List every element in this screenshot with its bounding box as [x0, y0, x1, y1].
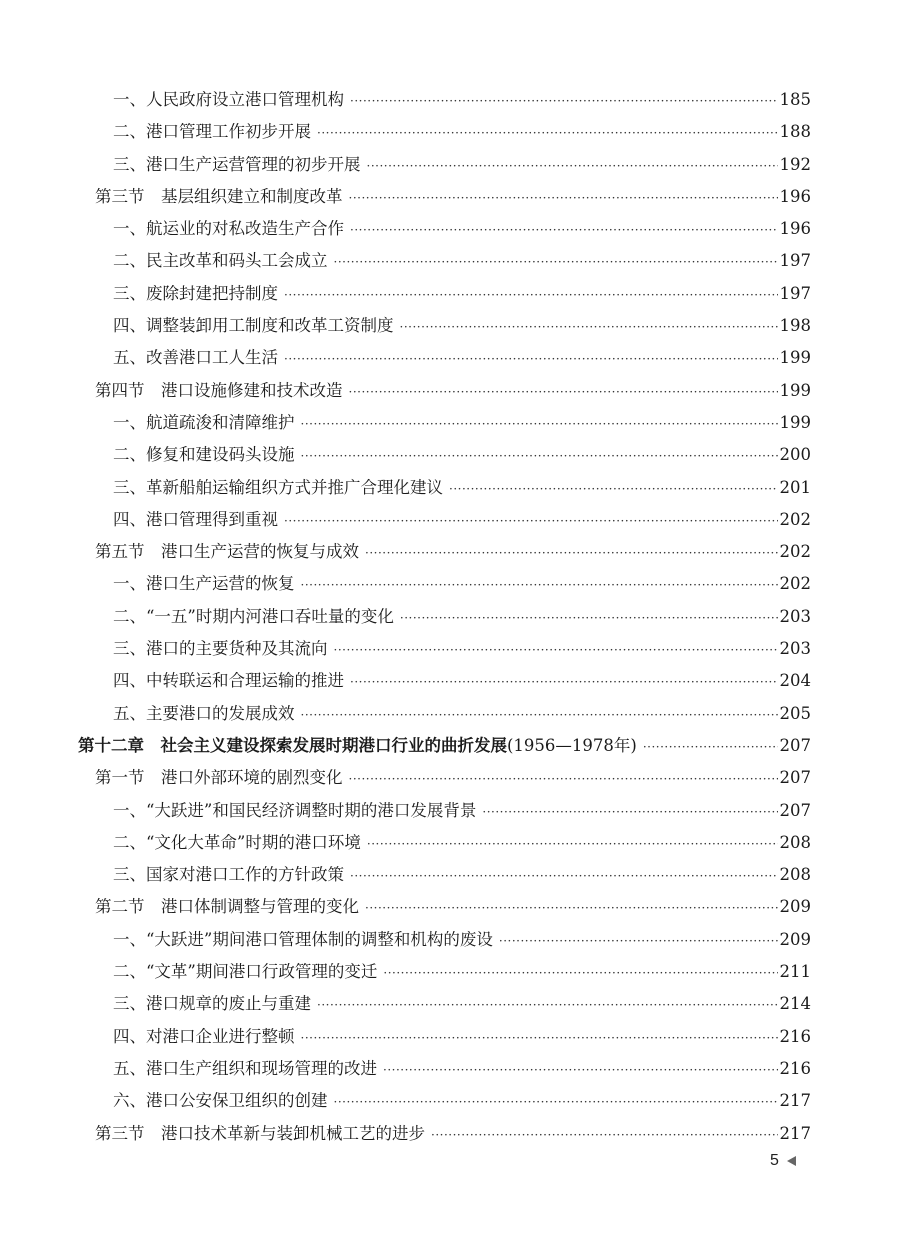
toc-entry-title [113, 439, 295, 471]
toc-entry-title-text: 四、港口管理得到重视 [113, 509, 278, 529]
toc-entry-title [113, 504, 278, 536]
toc-dot-leader [334, 1086, 778, 1118]
toc-entry-title-text: 第十二章 社会主义建设探索发展时期港口行业的曲折发展 [78, 735, 507, 755]
toc-entry-title-text: 四、对港口企业进行整顿 [113, 1026, 295, 1046]
toc-dot-leader [499, 925, 778, 957]
toc-page-number: 207 [779, 800, 811, 820]
toc-subsection-entry[interactable] [0, 698, 900, 730]
toc-page-number: 202 [779, 574, 811, 594]
toc-dot-leader [301, 569, 778, 601]
toc-page-number: 203 [779, 639, 811, 659]
toc-entry-year-range: (1956—1978年) [507, 735, 637, 755]
toc-page-number: 199 [779, 380, 811, 400]
toc-page-number: 208 [779, 865, 811, 885]
toc-page-number: 217 [779, 1091, 811, 1111]
toc-page-number: 211 [779, 962, 811, 982]
toc-entry-title [113, 568, 295, 600]
toc-entry-title-text: 二、修复和建设码头设施 [113, 445, 295, 465]
toc-entry-title [113, 859, 344, 891]
toc-page-number: 216 [779, 1058, 811, 1078]
toc-dot-leader [284, 279, 778, 311]
left-triangle-icon [787, 1156, 796, 1166]
toc-entry-title [113, 213, 344, 245]
toc-entry-title-text: 三、革新船舶运输组织方式并推广合理化建议 [113, 477, 443, 497]
toc-page-number: 209 [779, 929, 811, 949]
toc-entry-title-text: 三、国家对港口工作的方针政策 [113, 865, 344, 885]
toc-subsection-entry[interactable] [0, 342, 900, 374]
toc-entry-title-text: 二、民主改革和码头工会成立 [113, 251, 328, 271]
toc-page-number: 203 [779, 606, 811, 626]
toc-entry-title-text: 五、港口生产组织和现场管理的改进 [113, 1058, 377, 1078]
toc-dot-leader [400, 602, 778, 634]
toc-entry-title [113, 1021, 295, 1053]
toc-page-number: 207 [779, 735, 811, 755]
toc-dot-leader [365, 892, 778, 924]
toc-entry-title-text: 五、主要港口的发展成效 [113, 703, 295, 723]
toc-entry-title-text: 一、人民政府设立港口管理机构 [113, 90, 344, 109]
toc-dot-leader [284, 343, 778, 375]
toc-dot-leader [317, 117, 778, 149]
toc-entry-title-text: 三、废除封建把持制度 [113, 283, 278, 303]
toc-dot-leader [349, 182, 778, 214]
toc-entry-title [95, 536, 359, 568]
toc-entry-title-text: 三、港口规章的废止与重建 [113, 994, 311, 1014]
toc-page-number: 185 [779, 90, 811, 109]
toc-dot-leader [365, 537, 778, 569]
page-number: 5 [770, 1152, 779, 1169]
toc-subsection-entry[interactable] [0, 859, 900, 891]
toc-entry-title-text: 一、航运业的对私改造生产合作 [113, 219, 344, 239]
toc-entry-title [113, 1085, 328, 1117]
toc-dot-leader [317, 989, 778, 1021]
toc-subsection-entry[interactable] [0, 245, 900, 277]
toc-subsection-entry[interactable] [0, 827, 900, 859]
toc-entry-title [113, 665, 344, 697]
toc-section-entry[interactable] [0, 536, 900, 568]
toc-section-entry[interactable] [0, 762, 900, 794]
toc-subsection-entry[interactable] [0, 924, 900, 956]
toc-entry-title [113, 310, 394, 342]
toc-dot-leader [482, 796, 777, 828]
toc-entry-title [95, 1118, 425, 1150]
toc-entry-title-text: 二、“文化大革命”时期的港口环境 [113, 832, 361, 852]
toc-entry-title-text: 二、港口管理工作初步开展 [113, 122, 311, 142]
toc-page-number: 199 [779, 348, 811, 368]
toc-subsection-entry[interactable] [0, 633, 900, 665]
toc-entry-title-text: 六、港口公安保卫组织的创建 [113, 1091, 328, 1111]
toc-entry-title-text: 第二节 港口体制调整与管理的变化 [95, 897, 359, 917]
toc-entry-title-text: 三、港口的主要货种及其流向 [113, 639, 328, 659]
toc-page-number: 201 [779, 477, 811, 497]
toc-dot-leader [367, 150, 778, 182]
toc-page-number: 202 [779, 542, 811, 562]
toc-entry-title [113, 407, 295, 439]
toc-subsection-entry[interactable] [0, 472, 900, 504]
toc-dot-leader [367, 828, 778, 860]
toc-entry-title [113, 116, 311, 148]
toc-dot-leader [301, 1022, 778, 1054]
toc-entry-title-text: 四、中转联运和合理运输的推进 [113, 671, 344, 691]
toc-entry-title [113, 956, 377, 988]
toc-entry-title-text: 二、“一五”时期内河港口吞吐量的变化 [113, 606, 394, 626]
toc-entry-title [113, 245, 328, 277]
toc-page-number: 204 [779, 671, 811, 691]
toc-dot-leader [349, 763, 778, 795]
toc-subsection-entry[interactable] [0, 1053, 900, 1085]
toc-dot-leader [349, 376, 778, 408]
toc-dot-leader [350, 860, 778, 892]
toc-page-number: 199 [779, 412, 811, 432]
toc-entry-title-text: 第四节 港口设施修建和技术改造 [95, 380, 343, 400]
toc-dot-leader [350, 85, 778, 117]
toc-dot-leader [383, 957, 777, 989]
toc-subsection-entry[interactable] [0, 795, 900, 827]
toc-section-entry[interactable] [0, 375, 900, 407]
toc-dot-leader [400, 311, 778, 343]
toc-dot-leader [383, 1054, 778, 1086]
toc-entry-title [78, 730, 637, 762]
toc-page-number: 192 [779, 154, 811, 174]
toc-subsection-entry[interactable] [0, 665, 900, 697]
toc-entry-title [113, 1053, 377, 1085]
toc-page-number: 207 [779, 768, 811, 788]
toc-page-number: 208 [779, 832, 811, 852]
toc-chapter-entry[interactable] [0, 730, 900, 762]
toc-entry-title-text: 四、调整装卸用工制度和改革工资制度 [113, 316, 394, 336]
toc-subsection-entry[interactable] [0, 601, 900, 633]
toc-page-number: 216 [779, 1026, 811, 1046]
toc-dot-leader [643, 731, 778, 763]
toc-entry-title [113, 827, 361, 859]
toc-subsection-entry[interactable] [0, 213, 900, 245]
toc-page-number: 202 [779, 509, 811, 529]
toc-entry-title-text: 第三节 基层组织建立和制度改革 [95, 186, 343, 206]
toc-section-entry[interactable] [0, 891, 900, 923]
toc-section-entry[interactable] [0, 1118, 900, 1150]
toc-entry-title [113, 601, 394, 633]
toc-page-number: 198 [779, 316, 811, 336]
toc-entry-title [95, 181, 343, 213]
page-footer [770, 1152, 830, 1170]
toc-subsection-entry[interactable] [0, 504, 900, 536]
toc-subsection-entry[interactable] [0, 956, 900, 988]
toc-entry-title [113, 278, 278, 310]
toc-subsection-entry[interactable] [0, 1085, 900, 1117]
toc-section-entry[interactable] [0, 181, 900, 213]
toc-page-number: 209 [779, 897, 811, 917]
toc-dot-leader [284, 505, 778, 537]
toc-dot-leader [301, 699, 778, 731]
toc-entry-title [95, 762, 343, 794]
toc-subsection-entry[interactable] [0, 84, 900, 116]
toc-page-number: 200 [779, 445, 811, 465]
toc-entry-title-text: 一、“大跃进”期间港口管理体制的调整和机构的废设 [113, 929, 493, 949]
toc-entry-title-text: 第三节 港口技术革新与装卸机械工艺的进步 [95, 1123, 425, 1143]
toc-entry-title-text: 一、航道疏浚和清障维护 [113, 412, 295, 432]
toc-subsection-entry[interactable] [0, 988, 900, 1020]
toc-dot-leader [350, 666, 778, 698]
toc-dot-leader [334, 246, 778, 278]
toc-dot-leader [449, 473, 778, 505]
toc-entry-title [95, 891, 359, 923]
toc-entry-title [113, 84, 344, 116]
toc-page-number: 217 [779, 1123, 811, 1143]
toc-page-number: 197 [779, 283, 811, 303]
toc-entry-title [113, 698, 295, 730]
toc-entry-title [113, 795, 476, 827]
toc-page-number: 188 [779, 122, 811, 142]
toc-entry-title-text: 第一节 港口外部环境的剧烈变化 [95, 768, 343, 788]
toc-entry-title [113, 342, 278, 374]
toc-subsection-entry[interactable] [0, 407, 900, 439]
toc-subsection-entry[interactable] [0, 568, 900, 600]
toc-page-number: 196 [779, 219, 811, 239]
toc-dot-leader [301, 408, 778, 440]
toc-entry-title [113, 633, 328, 665]
toc-entry-title-text: 五、改善港口工人生活 [113, 348, 278, 368]
toc-dot-leader [431, 1119, 778, 1151]
toc-entry-title-text: 二、“文革”期间港口行政管理的变迁 [113, 962, 378, 982]
toc-entry-title [113, 988, 311, 1020]
toc-subsection-entry[interactable] [0, 149, 900, 181]
toc-subsection-entry[interactable] [0, 439, 900, 471]
toc-entry-title [95, 375, 343, 407]
toc-page-number: 197 [779, 251, 811, 271]
toc-entry-title-text: 第五节 港口生产运营的恢复与成效 [95, 542, 359, 562]
toc-entry-title-text: 三、港口生产运营管理的初步开展 [113, 154, 361, 174]
toc-entry-title [113, 472, 443, 504]
toc-dot-leader [350, 214, 778, 246]
toc-subsection-entry[interactable] [0, 116, 900, 148]
toc-page-number: 205 [779, 703, 811, 723]
toc-entry-title [113, 924, 493, 956]
toc-entry-title-text: 一、港口生产运营的恢复 [113, 574, 295, 594]
toc-page-number: 196 [779, 186, 811, 206]
toc-subsection-entry[interactable] [0, 278, 900, 310]
toc-page-number: 214 [779, 994, 811, 1014]
toc-dot-leader [301, 440, 778, 472]
toc-subsection-entry[interactable] [0, 1021, 900, 1053]
table-of-contents [0, 84, 900, 1150]
toc-entry-title-text: 一、“大跃进”和国民经济调整时期的港口发展背景 [113, 800, 477, 820]
toc-subsection-entry[interactable] [0, 310, 900, 342]
toc-entry-title [113, 149, 361, 181]
toc-dot-leader [334, 634, 778, 666]
